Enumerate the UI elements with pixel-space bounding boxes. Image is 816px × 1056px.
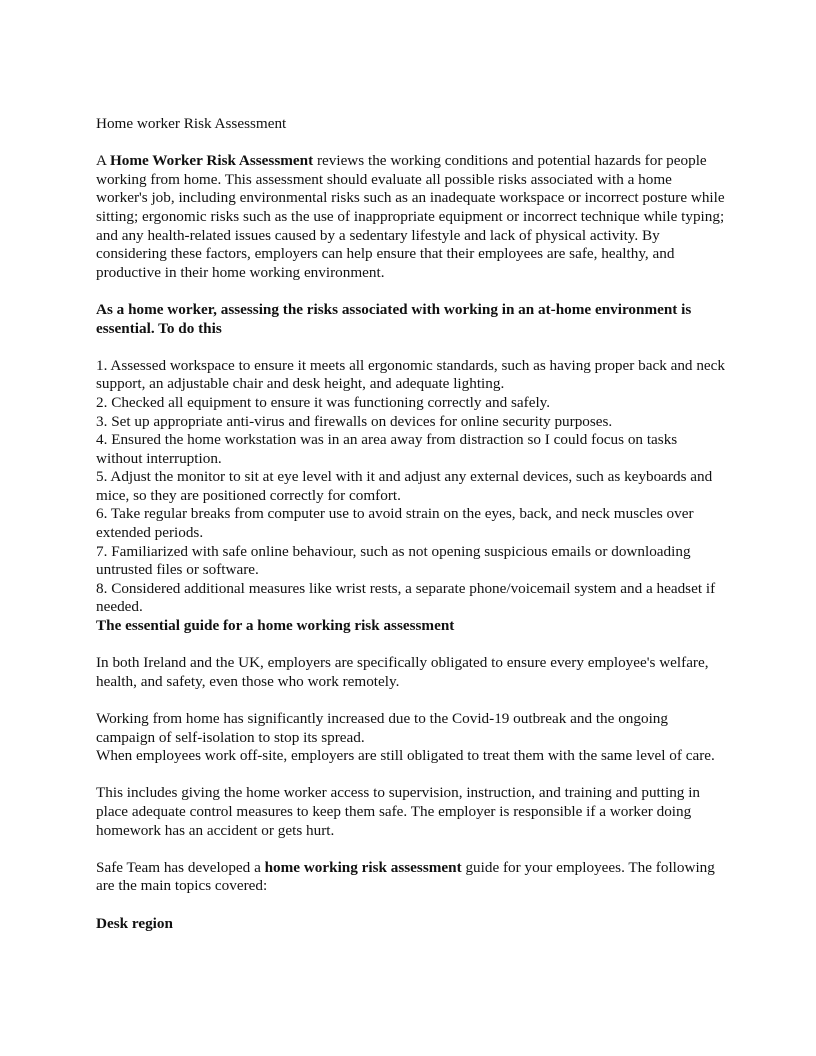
intro-paragraph bbox=[96, 152, 726, 282]
covid-paragraph: Working from home has significantly increased due to the Covid-19 outbreak and the ongoing campaign of self-isolation to stop its spread. bbox=[96, 710, 668, 746]
includes-paragraph: This includes giving the home worker access to supervision, instruction, and training and putting in place adequate control measures to keep them safe. The employer is responsible if a worker doing homework has an accident or gets hurt. bbox=[96, 784, 701, 839]
step-item: 8. Considered additional measures like wrist rests, a separate phone/voicemail system and a headset if needed. bbox=[96, 579, 716, 616]
step-item: 7. Familiarized with safe online behaviour, such as not opening suspicious emails or downloading untrusted files or software. bbox=[96, 542, 691, 579]
offsite-paragraph: When employees work off-site, employers are still obligated to treat them with the same level of care. bbox=[96, 747, 715, 765]
document-page bbox=[96, 115, 726, 933]
safe-team-rest: guide for your employees. The following are the main topics covered: bbox=[96, 858, 715, 895]
step-item: 5. Adjust the monitor to sit at eye level with it and adjust any external devices, such as keyboards and mice, so they are positioned correctly for comfort. bbox=[96, 468, 713, 504]
guide-heading: The essential guide for a home working risk assessment bbox=[96, 617, 455, 635]
document-title: Home worker Risk Assessment bbox=[96, 115, 287, 132]
obligation-paragraph: In both Ireland and the UK, employers are specifically obligated to ensure every employee's welfare, health, and safety, even those who work remotely. bbox=[96, 654, 709, 690]
safe-team-prefix: Safe Team has developed a bbox=[96, 858, 265, 876]
safe-team-bold-term: home working risk assessment bbox=[264, 858, 462, 876]
step-item: 3. Set up appropriate anti-virus and firewalls on devices for online security purposes. bbox=[96, 412, 613, 430]
step-item: 6. Take regular breaks from computer use to avoid strain on the eyes, back, and neck muscles over extended periods. bbox=[96, 505, 694, 542]
intro-rest: reviews the working conditions and potential hazards for people working from home. This assessment should evaluate all possible risks associated with a home worker's job, including environmental risks such as an inadequate workspace or incorrect posture while sitting; ergonomic risks such as the use of inappropriate equipment or incorrect technique while typing; and any health-related issues caused by a sedentary lifestyle and lack of physical activity. By considering these factors, employers can help ensure that their employees are safe, healthy, and productive in their home working environment. bbox=[96, 152, 725, 281]
section-heading-risks: As a home worker, assessing the risks associated with working in an at-home environment is essential. To do this bbox=[96, 300, 692, 337]
step-item: 4. Ensured the home workstation was in an area away from distraction so I could focus on tasks without interruption. bbox=[96, 431, 678, 467]
intro-prefix: A bbox=[96, 152, 110, 170]
step-item: 2. Checked all equipment to ensure it was functioning correctly and safely. bbox=[96, 393, 551, 411]
safe-team-paragraph bbox=[96, 859, 726, 896]
steps-list bbox=[96, 357, 726, 617]
desk-region-heading: Desk region bbox=[96, 914, 173, 932]
step-item: 1. Assessed workspace to ensure it meets all ergonomic standards, such as having proper back and neck support, an adjustable chair and desk height, and adequate lighting. bbox=[96, 356, 725, 393]
intro-bold-term: Home Worker Risk Assessment bbox=[109, 152, 314, 170]
